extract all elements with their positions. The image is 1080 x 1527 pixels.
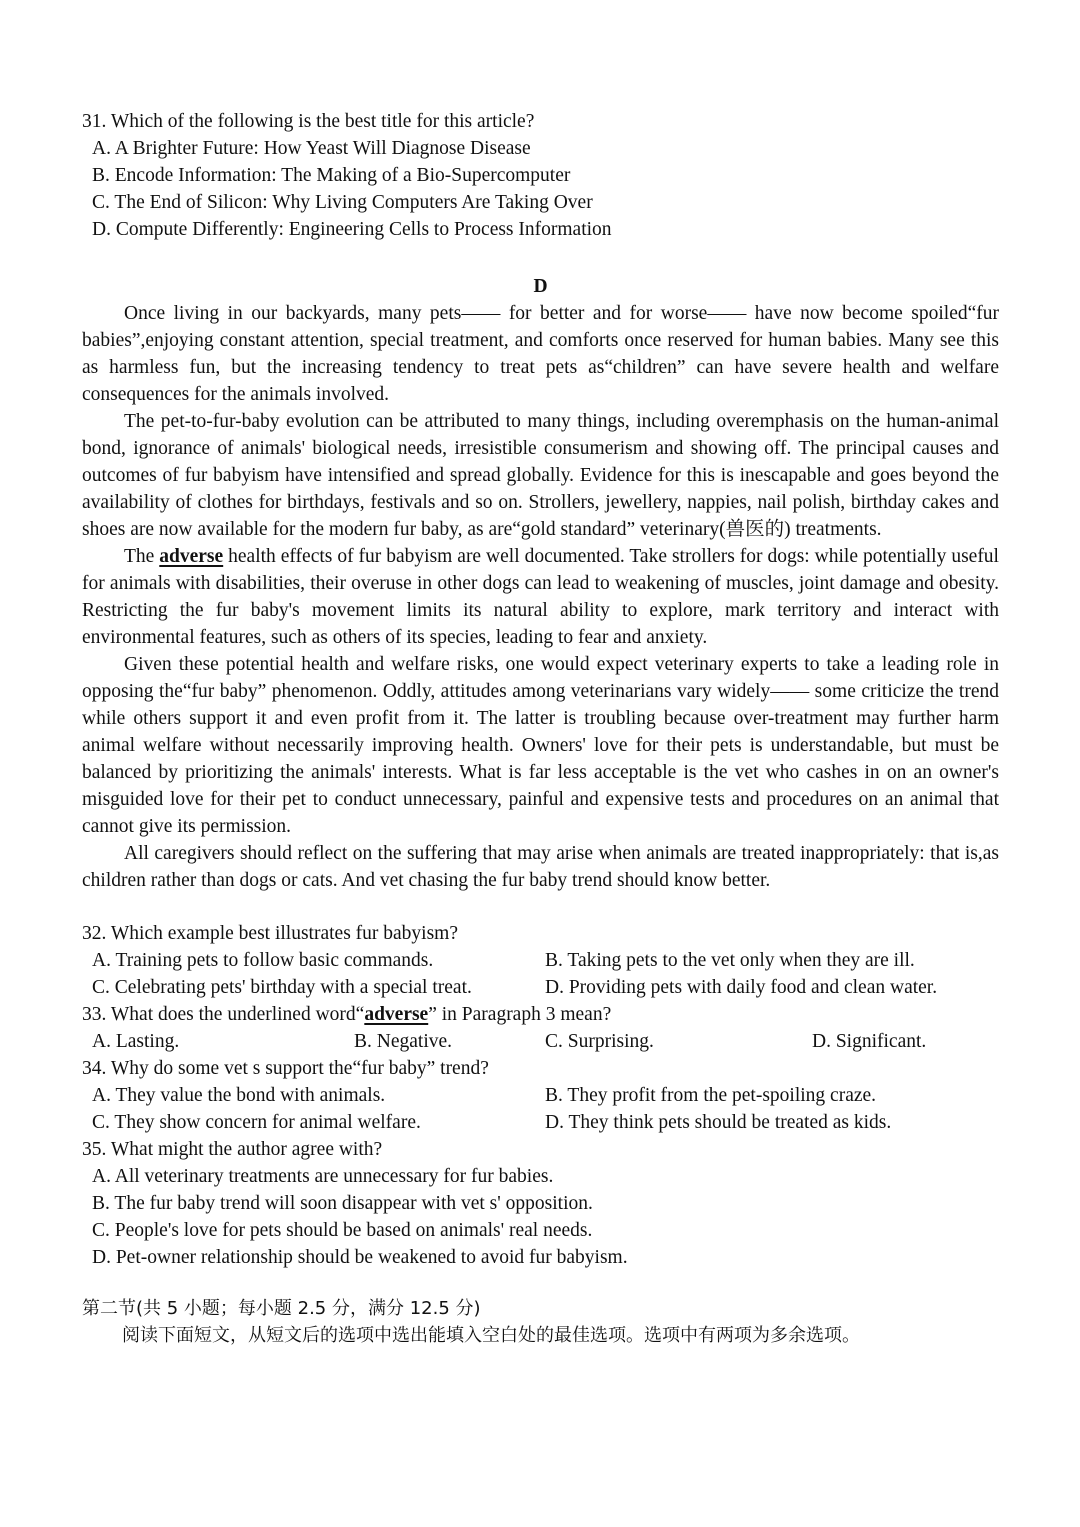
- paragraph-3-rest: health effects of fur babyism are well documented. Take strollers for dogs: while potentially useful for animals with disabilities, their overuse in other dogs can lead to weakening of muscles, joint damage and obesity. Restricting the fur baby's movement limits its natural ability to explore, mark territory and interact with environmental features, such as others of its species, leading to fear and anxiety.: [82, 546, 999, 648]
- question-31-option-c: C. The End of Silicon: Why Living Computers Are Taking Over: [92, 192, 593, 213]
- question-35-stem: 35. What might the author agree with?: [82, 1139, 383, 1160]
- section-2-instruction: 阅读下面短文，从短文后的选项中选出能填入空白处的最佳选项。选项中有两项为多余选项。: [122, 1325, 860, 1346]
- paragraph-3-lead: The: [124, 546, 160, 567]
- question-34: [82, 1055, 999, 1136]
- question-33-option-b: B. Negative.: [354, 1031, 453, 1052]
- question-33-stem: [82, 1001, 999, 1028]
- question-34-stem: 34. Why do some vet s support the“fur baby” trend?: [82, 1058, 489, 1079]
- passage-paragraph-3: [82, 543, 999, 651]
- question-32: [82, 920, 999, 1001]
- section-2: [82, 1295, 999, 1349]
- passage-letter: D: [533, 276, 548, 297]
- question-33-keyword: adverse: [364, 1004, 429, 1025]
- question-32-option-d: D. Providing pets with daily food and clean water.: [545, 977, 938, 998]
- question-31-stem: 31. Which of the following is the best title for this article?: [82, 111, 535, 132]
- passage-paragraph-5: All caregivers should reflect on the suffering that may arise when animals are treated inappropriately: that is,as children rather than dogs or cats. And vet chasing the fur baby trend should know better.: [82, 843, 999, 891]
- question-34-option-c: C. They show concern for animal welfare.: [92, 1112, 421, 1133]
- question-34-option-b: B. They profit from the pet-spoiling craze.: [545, 1085, 877, 1106]
- question-35-option-b: B. The fur baby trend will soon disappear with vet s' opposition.: [92, 1193, 593, 1214]
- passage-paragraph-2: The pet-to-fur-baby evolution can be attributed to many things, including overemphasis on the human-animal bond, ignorance of animals' biological needs, irresistible consumerism and showing off. The principal causes and outcomes of fur babyism have intensified and spread globally. Evidence for this is inescapable and goes beyond the availability of clothes for birthdays, festivals and so on. Strollers, jewellery, nappies, nail polish, birthday cakes and shoes are now available for the modern fur baby, as are“gold standard” veterinary(兽医的) treatments.: [82, 411, 999, 540]
- question-33-stem-rest: ” in Paragraph 3 mean?: [428, 1004, 612, 1025]
- question-33-option-d: D. Significant.: [812, 1031, 927, 1052]
- question-31-option-d: D. Compute Differently: Engineering Cells to Process Information: [92, 219, 612, 240]
- question-33: [82, 1001, 999, 1055]
- question-33-option-a: A. Lasting.: [92, 1031, 180, 1052]
- question-34-option-a: A. They value the bond with animals.: [92, 1085, 386, 1106]
- section-2-heading: 第二节(共 5 小题；每小题 2.5 分，满分 12.5 分): [82, 1298, 481, 1319]
- question-31-option-a: A. A Brighter Future: How Yeast Will Diagnose Disease: [92, 138, 531, 159]
- question-35-option-d: D. Pet-owner relationship should be weakened to avoid fur babyism.: [92, 1247, 628, 1268]
- underlined-word-adverse: adverse: [159, 546, 224, 567]
- question-32-option-c: C. Celebrating pets' birthday with a special treat.: [92, 977, 472, 998]
- question-32-option-b: B. Taking pets to the vet only when they are ill.: [545, 950, 915, 971]
- passage-paragraph-1: Once living in our backyards, many pets—— for better and for worse—— have now become spoiled“fur babies”,enjoying constant attention, special treatment, and comforts once reserved for human babies. Many see this as harmless fun, but the increasing tendency to treat pets as“children” can have severe health and welfare consequences for the animals involved.: [82, 303, 999, 405]
- question-33-stem-lead: 33. What does the underlined word“: [82, 1004, 365, 1025]
- question-34-option-d: D. They think pets should be treated as kids.: [545, 1112, 892, 1133]
- passage-d: [82, 300, 999, 894]
- question-33-option-c: C. Surprising.: [545, 1031, 654, 1052]
- question-35-option-c: C. People's love for pets should be based on animals' real needs.: [92, 1220, 593, 1241]
- question-35-option-a: A. All veterinary treatments are unnecessary for fur babies.: [92, 1166, 554, 1187]
- question-35: [82, 1136, 999, 1271]
- exam-page: [82, 108, 999, 1349]
- question-31-option-b: B. Encode Information: The Making of a Bio-Supercomputer: [92, 165, 571, 186]
- question-31: [82, 108, 999, 243]
- passage-paragraph-4: Given these potential health and welfare risks, one would expect veterinary experts to take a leading role in opposing the“fur baby” phenomenon. Oddly, attitudes among veterinarians vary widely—— some criticize the trend while others support it and even profit from it. The latter is troubling because over-treatment may further harm animal welfare without necessarily improving health. Owners' love for their pets is understandable, but must be balanced by prioritizing the animals' interests. What is far less acceptable is the vet who cashes in on an owner's misguided love for their pet to conduct unnecessary, painful and expensive tests and procedures on an animal that cannot give its permission.: [82, 654, 999, 837]
- question-32-option-a: A. Training pets to follow basic commands.: [92, 950, 434, 971]
- question-32-stem: 32. Which example best illustrates fur babyism?: [82, 923, 459, 944]
